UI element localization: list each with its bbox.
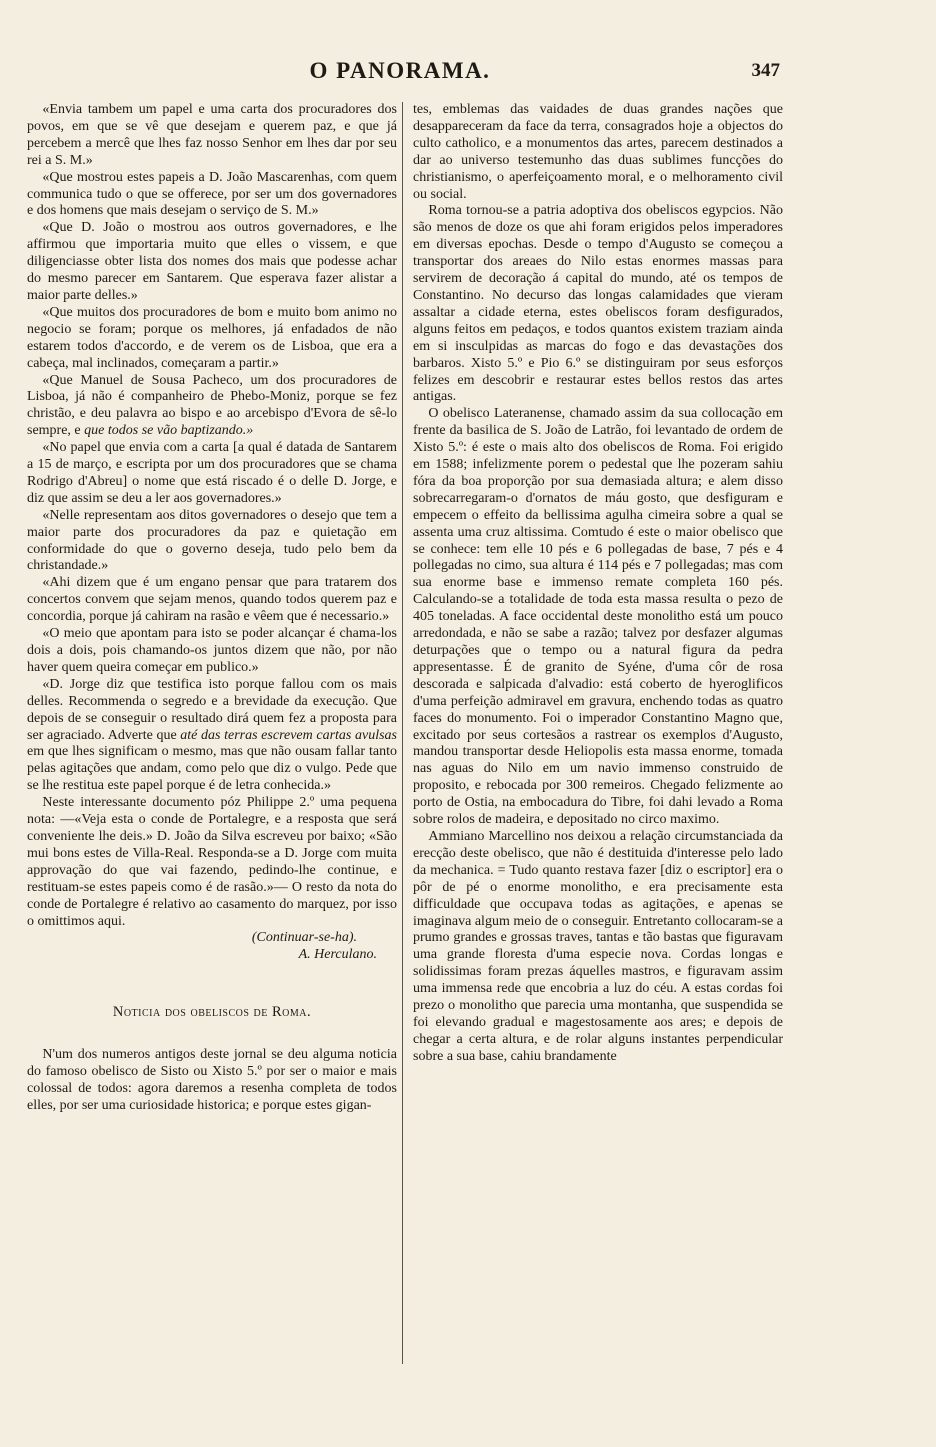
continuation-note: (Continuar-se-ha). — [251, 930, 357, 946]
column-divider — [402, 102, 403, 1364]
page-header — [20, 58, 780, 92]
italic-phrase: que todos se vão baptizando.» — [84, 423, 254, 439]
paragraph: «Que mostrou estes papeis a D. João Mascarenhas, com quem communica tudo o que se offerece, por ser um dos governadores e dos homens que mais desejam o serviço de S. M.» — [27, 169, 397, 219]
paragraph: «Que D. João o mostrou aos outros governadores, e lhe affirmou que importaria muito que elles o vissem, e que diligenciasse obter lista dos nomes dos mais que podesse achar do mesmo parecer em Santarem. Que esperava fazer alistar a maior parte delles.» — [27, 220, 397, 303]
paragraph: tes, emblemas das vaidades de duas grandes nações que desappareceram da face da terra, consagrados hoje a objectos do culto catholico, e a monumentos das artes, parecem destinados a dar ao universo testemunho das duas sublimes funcções do christianismo, o aperfeiçoamento moral, e o melhoramento civil ou social. — [413, 102, 783, 202]
author-signature: A. Herculano. — [298, 947, 377, 963]
paragraph: «Ahi dizem que é um engano pensar que para tratarem dos concertos convem que sejam menos, quando todos querem paz e concordia, porque já cahiram na rasão e vêem que é necessario.» — [27, 575, 397, 625]
paragraph: Ammiano Marcellino nos deixou a relação circumstanciada da erecção deste obelisco, que não é destituida d'interesse pelo lado da mechanica. = Tudo quanto restava fazer [diz o escriptor] era o pôr de pé o enorme monolitho, e era precisamente esta difficuldade que occupava todas as agitações, e apenas se imaginava algum meio de o conseguir. Entretanto collocaram-se a prumo grandes e grossas traves, tantas e tão bastas que figuravam uma grande floresta d'uma especie nova. Cordas longas e solidissimas foram prezas áquelles mastros, e figuravam assim uma immensa rede que encobria a luz do céu. A estas cordas foi prezo o monolitho que parecia uma montanha, que suspendida se foi elevando gradual e magestosamente aos ares; e depois de chegar a certa altura, e de rolar alguns instantes perpendicular sobre a sua base, cahiu brandamente — [413, 828, 783, 1064]
paragraph — [27, 373, 397, 441]
right-column — [413, 102, 783, 1066]
paragraph: O obelisco Lateranense, chamado assim da sua collocação em frente da basilica de S. João de Latrão, foi levantado de ordem de Xisto 5.º: é este o mais alto dos obeliscos de Roma. Foi erigido em 1588; infelizmente porem o pedestal que lhe pozeram sahiu fóra da boa proporção por sua demasiada altura; e alem disso sobrecarregaram-o d'ornatos de máu gosto, que desfiguram e empecem o effeito da bellissima agulha cimeira sobre a qual se assenta uma cruz altissima. Comtudo é este o maior obelisco que se conhece: tem elle 10 pés e 6 pollegadas de base, 7 pés e 4 pollegadas no cimo, sua altura é 114 pés e 7 pollegadas; mas com sua enorme base e immenso remate completa 160 pés. Calculando-se a totalidade de toda esta massa resulta o pezo de 405 toneladas. A face occidental deste monolitho está um pouco arredondada, e não se sabe a razão; talvez por desfazer algumas deturpações que o tempo ou a natural figura da pedra appresentasse. É de granito de Syéne, d'uma côr de rosa descorada e salpicada d'alvadio: está coberto de hyeroglificos d'uma perfeição admiravel em gravura, enchendo todas as quatro faces do monumento. Foi o imperador Constantino Magno que, excitado por seus cortesãos a rastrear os exemplos d'Augusto, mandou transportar desde Heliopolis esta massa enorme, tomada nas aguas do Nilo em um navio immenso construido de proposito, e rebocada por 300 remeiros. Chegado felizmente ao porto de Ostia, na embocadura do Tibre, foi dahi levado a Roma sobre rolos de madeira, e depositado no circo maximo. — [413, 406, 783, 828]
italic-phrase: até das terras escrevem cartas avulsas — [180, 727, 398, 743]
paragraph-text: em que lhes significam o mesmo, mas que não ousam fallar tanto pelas agitações que andam, como pelo que diz o vulgo. Pede que se lhe restitua este papel porque é de letra conhecida.» — [27, 744, 397, 794]
paragraph: «Envia tambem um papel e uma carta dos procuradores dos povos, em que se vê que desejam e querem paz, e que já percebem a mercê que lhes faz nosso Senhor em lhes dar por seu rei a S. M.» — [27, 102, 397, 168]
paragraph — [27, 677, 397, 795]
paragraph: «Nelle representam aos ditos governadores o desejo que tem a maior parte dos procuradores da paz e quietação em conformidade do que o governo deseja, tudo pelo bem da christandade.» — [27, 507, 397, 574]
paragraph-text: «Que Manuel de Sousa Pacheco, um dos procuradores de Lisboa, já não é companheiro de Phebo-Moniz, porque se fez christão, e deu palavra ao bispo e ao arcebispo d'Evora de sê-lo sempre, e — [27, 372, 397, 439]
masthead-title: O PANORAMA. — [309, 58, 491, 83]
left-column — [27, 102, 397, 1115]
paragraph: «O meio que apontam para isto se poder alcançar é chama-los dois a dois, pois chamando-os juntos dizem que não, por não haver quem queira começar em publico.» — [27, 626, 397, 675]
section-title: Noticia dos obeliscos de Roma. — [112, 1004, 312, 1021]
paragraph: N'um dos numeros antigos deste jornal se deu alguma noticia do famoso obelisco de Sisto ou Xisto 5.º por ser o maior e mais colossal de todos: agora daremos a resenha completa de todos elles, por ser uma curiosidade historica; e porque estes gigan- — [27, 1047, 397, 1113]
page-number: 347 — [751, 60, 780, 81]
paragraph: «No papel que envia com a carta [a qual é datada de Santarem a 15 de março, e escripta por um dos procuradores que se chama Rodrigo d'Abreu] o nome que está riscado é o delle D. Jorge, e diz que assim se deu a ler aos governadores.» — [27, 440, 397, 506]
paragraph-text: «D. Jorge diz que testifica isto porque fallou com os mais delles. Recommenda o segredo e a brevidade da execução. Que depois de se conseguir o resultado dirá quem fez a proposta para ser agraciado. Adverte que — [27, 676, 397, 743]
paragraph: Roma tornou-se a patria adoptiva dos obeliscos egypcios. Não são menos de doze os que ahi foram erigidos pelos imperadores em diversas epochas. Desde o tempo d'Augusto se começou a transportar dos areaes do Nilo estas enormes massas para servirem de decoração á capital do mundo, até os tempos de Constantino. No decurso das longas calamidades que vieram assaltar a cidade eterna, estes obeliscos foram desfigurados, alguns feitos em pedaços, e todos quantos existem traziam ainda em si insculpidas as marcas do fogo e das devastações dos barbaros. Xisto 5.º e Pio 6.º se distinguiram por seus esforços felizes em descobrir e restaurar estes bellos restos das artes antigas. — [413, 203, 783, 405]
paragraph: Neste interessante documento póz Philippe 2.º uma pequena nota: —«Veja esta o conde de Portalegre, e a resposta que será conveniente lhe deis.» D. João da Silva escreveu por baixo; «São mui bons estes de Villa-Real. Responda-se a D. Jorge com muita approvação do que vai fazendo, pedindo-lhe continue, e restituam-se estes papeis como é de rasão.»— O resto da nota do conde de Portalegre é relativo ao casamento do marquez, por isso o omittimos aqui. — [27, 795, 397, 929]
paragraph: «Que muitos dos procuradores de bom e muito bom animo no negocio se foram; porque os melhores, já enfadados de não estarem todos d'accordo, e de verem os de Lisboa, que era a cabeça, mal inclinados, começaram a partir.» — [27, 304, 397, 371]
